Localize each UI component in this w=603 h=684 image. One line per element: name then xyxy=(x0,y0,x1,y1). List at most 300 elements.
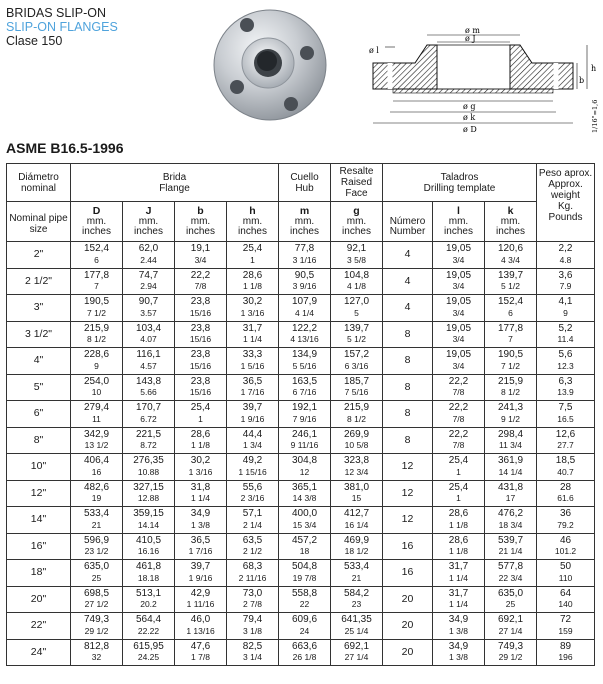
cell-k-inch: 8 1/2 xyxy=(501,387,520,398)
cell-D xyxy=(71,295,123,322)
cell-h-mm: 68,3 xyxy=(242,561,263,573)
cell-J-mm: 410,5 xyxy=(135,534,162,546)
cell-J-inch: 2.94 xyxy=(140,281,157,292)
col-l-inches: inches xyxy=(444,226,473,237)
cell-J-inch: 16.16 xyxy=(137,546,160,557)
cell-m-mm: 134,9 xyxy=(291,349,318,361)
cell-g-inch: 21 xyxy=(351,572,362,583)
header-pounds: Pounds xyxy=(548,212,583,223)
cell-b-mm: 34,9 xyxy=(190,508,211,520)
cell-l xyxy=(433,639,485,666)
cell-D xyxy=(71,586,123,613)
cell-m-mm: 107,9 xyxy=(291,296,318,308)
cell-D-inch: 13 1/2 xyxy=(84,440,109,451)
cell-h-mm: 28,6 xyxy=(242,269,263,281)
cell-w-mm: 4,1 xyxy=(558,296,573,308)
cell-D-mm: 749,3 xyxy=(83,614,110,626)
cell-J xyxy=(123,242,175,269)
cell-m-mm: 663,6 xyxy=(291,640,318,652)
cell-m-inch: 6 7/16 xyxy=(292,387,317,398)
cell-l xyxy=(433,507,485,534)
cell-k-mm: 476,2 xyxy=(497,508,524,520)
cell-J-inch: 2.44 xyxy=(140,254,157,265)
cell-J xyxy=(123,401,175,428)
col-m-inches: inches xyxy=(290,226,319,237)
cell-m-mm: 304,8 xyxy=(291,455,318,467)
cell-g-inch: 10 5/8 xyxy=(344,440,369,451)
cell-J-mm: 74,7 xyxy=(138,269,159,281)
cell-l xyxy=(433,454,485,481)
col-h-mm: mm. xyxy=(242,216,263,227)
cell-g xyxy=(331,533,383,560)
cell-l-inch: 3/4 xyxy=(452,281,465,292)
label-dim: 1/16"=1,6 xyxy=(591,99,599,133)
cell-w-mm: 5,2 xyxy=(558,322,573,334)
cell-D-mm: 279,4 xyxy=(83,402,110,414)
table-row xyxy=(7,454,595,481)
cell-k xyxy=(485,242,537,269)
cell-J-inch: 20.2 xyxy=(140,599,157,610)
cell-w xyxy=(537,507,595,534)
cell-k-mm: 152,4 xyxy=(497,296,524,308)
cell-b-mm: 46,0 xyxy=(190,614,211,626)
cell-h-inch: 1 5/16 xyxy=(240,360,265,371)
cell-g-mm: 157,2 xyxy=(343,349,370,361)
nominal-size: 12" xyxy=(7,480,71,507)
col-number: Number xyxy=(389,225,426,237)
cell-D-mm: 635,0 xyxy=(83,561,110,573)
col-b-letter: b xyxy=(197,205,204,217)
cell-g-mm: 381,0 xyxy=(343,481,370,493)
cell-g xyxy=(331,295,383,322)
cell-k xyxy=(485,268,537,295)
cell-D-mm: 406,4 xyxy=(83,455,110,467)
cell-w-mm: 36 xyxy=(559,508,572,520)
label-b: b xyxy=(579,76,585,85)
table-row xyxy=(7,374,595,401)
cell-l xyxy=(433,533,485,560)
cell-J xyxy=(123,533,175,560)
cell-b-inch: 1 7/8 xyxy=(191,652,210,663)
cell-D xyxy=(71,480,123,507)
cell-b xyxy=(175,560,227,587)
cell-J-inch: 8.72 xyxy=(140,440,157,451)
cell-J xyxy=(123,480,175,507)
cell-m-inch: 15 3/4 xyxy=(292,519,317,530)
cell-k-mm: 361,9 xyxy=(497,455,524,467)
cell-l-inch: 3/4 xyxy=(452,307,465,318)
cell-m-inch: 3 9/16 xyxy=(292,281,317,292)
cell-l-inch: 3/4 xyxy=(452,360,465,371)
cell-D-inch: 8 1/2 xyxy=(87,334,106,345)
cell-g-mm: 412,7 xyxy=(343,508,370,520)
cell-w xyxy=(537,613,595,640)
cell-b xyxy=(175,321,227,348)
cell-D-inch: 23 1/2 xyxy=(84,546,109,557)
col-j-mm: mm. xyxy=(138,216,159,227)
table-row xyxy=(7,295,595,322)
table-row xyxy=(7,613,595,640)
cell-h xyxy=(227,613,279,640)
cell-h-inch: 3 1/8 xyxy=(243,625,262,636)
cell-g-inch: 6 3/16 xyxy=(344,360,369,371)
cell-n: 16 xyxy=(383,533,433,560)
cell-g xyxy=(331,374,383,401)
cell-m xyxy=(279,533,331,560)
cell-n: 20 xyxy=(383,586,433,613)
cell-D-mm: 812,8 xyxy=(83,640,110,652)
cell-J xyxy=(123,374,175,401)
cell-k-inch: 7 xyxy=(508,334,513,345)
cell-D-inch: 11 xyxy=(92,413,101,424)
nominal-size: 8" xyxy=(7,427,71,454)
header-peso: Peso aprox. xyxy=(538,168,593,179)
cell-m xyxy=(279,613,331,640)
cell-w xyxy=(537,268,595,295)
nominal-size: 4" xyxy=(7,348,71,375)
cell-h xyxy=(227,268,279,295)
cell-h xyxy=(227,242,279,269)
col-b-mm: mm. xyxy=(190,216,211,227)
cell-l xyxy=(433,427,485,454)
cell-l xyxy=(433,374,485,401)
cell-g xyxy=(331,321,383,348)
nominal-size: 18" xyxy=(7,560,71,587)
cell-l-mm: 31,7 xyxy=(448,561,469,573)
cell-l-mm: 19,05 xyxy=(445,322,472,334)
cell-J xyxy=(123,268,175,295)
cell-J-inch: 3.57 xyxy=(140,307,157,318)
cell-w xyxy=(537,321,595,348)
cell-w-mm: 64 xyxy=(559,587,572,599)
cell-D-inch: 25 xyxy=(91,572,102,583)
cell-m-mm: 365,1 xyxy=(291,481,318,493)
nominal-size: 3 1/2" xyxy=(7,321,71,348)
cell-h-mm: 55,6 xyxy=(242,481,263,493)
nominal-size: 16" xyxy=(7,533,71,560)
cell-l xyxy=(433,242,485,269)
cell-b xyxy=(175,374,227,401)
cell-g-inch: 27 1/4 xyxy=(344,652,369,663)
cell-g-inch: 4 1/8 xyxy=(347,281,366,292)
cell-b xyxy=(175,348,227,375)
cell-k xyxy=(485,427,537,454)
cell-w xyxy=(537,586,595,613)
cell-m-inch: 4 13/16 xyxy=(290,334,319,345)
header-flange: Flange xyxy=(159,182,190,194)
cell-g-mm: 533,4 xyxy=(343,561,370,573)
cell-m-inch: 22 xyxy=(299,599,310,610)
cell-D-inch: 7 xyxy=(94,281,99,292)
cell-k-mm: 215,9 xyxy=(497,375,524,387)
cell-b-mm: 30,2 xyxy=(190,455,211,467)
cell-h-mm: 36,5 xyxy=(242,375,263,387)
cell-g-mm: 641,35 xyxy=(341,614,372,626)
table-row xyxy=(7,480,595,507)
cell-l-inch: 1 3/8 xyxy=(449,652,468,663)
cell-w-mm: 7,5 xyxy=(558,402,573,414)
table-row xyxy=(7,427,595,454)
nominal-size: 6" xyxy=(7,401,71,428)
cell-g xyxy=(331,613,383,640)
cell-k xyxy=(485,454,537,481)
cell-k xyxy=(485,348,537,375)
cell-k-inch: 29 1/2 xyxy=(498,652,523,663)
cell-b-inch: 15/16 xyxy=(189,360,212,371)
cell-m-inch: 24 xyxy=(299,625,310,636)
cell-m xyxy=(279,268,331,295)
cell-h-inch: 2 1/4 xyxy=(243,519,262,530)
cell-l xyxy=(433,295,485,322)
cell-h-mm: 82,5 xyxy=(242,640,263,652)
cell-k-mm: 692,1 xyxy=(497,614,524,626)
cell-g-mm: 269,9 xyxy=(343,428,370,440)
cell-J-inch: 5.66 xyxy=(140,387,157,398)
cell-k-mm: 749,3 xyxy=(497,640,524,652)
cell-w-inch: 196 xyxy=(558,652,573,663)
col-h-letter: h xyxy=(249,205,256,217)
cell-m xyxy=(279,427,331,454)
cell-D-inch: 32 xyxy=(91,652,102,663)
col-g-letter: g xyxy=(353,205,360,217)
header-drilling: Drilling template xyxy=(423,182,496,194)
table-row xyxy=(7,321,595,348)
cell-D-inch: 16 xyxy=(91,466,102,477)
standard-title: ASME B16.5-1996 xyxy=(6,140,124,156)
nominal-size: 2 1/2" xyxy=(7,268,71,295)
cell-D xyxy=(71,374,123,401)
cell-l-inch: 7/8 xyxy=(452,387,465,398)
cell-l-inch: 3/4 xyxy=(452,334,465,345)
cell-J xyxy=(123,348,175,375)
cell-k xyxy=(485,560,537,587)
cell-g-mm: 323,8 xyxy=(343,455,370,467)
cell-k xyxy=(485,374,537,401)
cell-k-inch: 9 1/2 xyxy=(501,413,520,424)
cell-g-mm: 92,1 xyxy=(346,243,367,255)
cell-l-mm: 22,2 xyxy=(448,428,469,440)
cell-m-mm: 163,5 xyxy=(291,375,318,387)
cell-g xyxy=(331,639,383,666)
cell-h xyxy=(227,480,279,507)
cell-k xyxy=(485,533,537,560)
cell-J-mm: 221,5 xyxy=(135,428,162,440)
cell-m-inch: 9 11/16 xyxy=(290,440,319,451)
col-k-letter: k xyxy=(507,205,514,217)
cell-b-inch: 1 11/16 xyxy=(186,599,215,610)
cell-J xyxy=(123,613,175,640)
cell-J-mm: 143,8 xyxy=(135,375,162,387)
cell-D xyxy=(71,454,123,481)
cell-m-inch: 7 9/16 xyxy=(292,413,317,424)
cell-w-mm: 12,6 xyxy=(555,428,576,440)
cell-k-inch: 27 1/4 xyxy=(498,625,523,636)
table-row xyxy=(7,401,595,428)
cell-h-mm: 33,3 xyxy=(242,349,263,361)
cell-J-mm: 359,15 xyxy=(133,508,164,520)
flange-section-drawing xyxy=(365,25,603,137)
nominal-size: 2" xyxy=(7,242,71,269)
table-row xyxy=(7,507,595,534)
cell-g-inch: 23 xyxy=(351,599,362,610)
cell-m-inch: 14 3/8 xyxy=(292,493,317,504)
cell-g xyxy=(331,586,383,613)
cell-w-mm: 18,5 xyxy=(555,455,576,467)
cell-w-mm: 28 xyxy=(559,481,572,493)
cell-w-mm: 5,6 xyxy=(558,349,573,361)
cell-n: 4 xyxy=(383,242,433,269)
col-j-inches: inches xyxy=(134,226,163,237)
cell-D-inch: 9 xyxy=(94,360,99,371)
cell-m-mm: 558,8 xyxy=(291,587,318,599)
cell-g-inch: 15 xyxy=(351,493,362,504)
cell-k-mm: 139,7 xyxy=(497,269,524,281)
cell-b xyxy=(175,480,227,507)
cell-J xyxy=(123,427,175,454)
cell-D xyxy=(71,401,123,428)
cell-D-mm: 228,6 xyxy=(83,349,110,361)
table-body xyxy=(7,242,595,666)
cell-k-inch: 7 1/2 xyxy=(501,360,520,371)
cell-m xyxy=(279,295,331,322)
cell-h-inch: 2 7/8 xyxy=(243,599,262,610)
cell-h-inch: 1 1/8 xyxy=(243,281,262,292)
cell-l-inch: 1 1/4 xyxy=(449,572,468,583)
cell-w xyxy=(537,374,595,401)
col-b-inches: inches xyxy=(186,226,215,237)
col-d-mm: mm. xyxy=(86,216,107,227)
cell-m-mm: 246,1 xyxy=(291,428,318,440)
cell-m xyxy=(279,374,331,401)
cell-D-mm: 152,4 xyxy=(83,243,110,255)
cell-l-inch: 7/8 xyxy=(452,413,465,424)
cell-w-inch: 140 xyxy=(558,599,573,610)
cell-h-mm: 57,1 xyxy=(242,508,263,520)
cell-k xyxy=(485,401,537,428)
table-row xyxy=(7,586,595,613)
cell-J-mm: 62,0 xyxy=(138,243,159,255)
cell-l-mm: 28,6 xyxy=(448,508,469,520)
col-k-inches: inches xyxy=(496,226,525,237)
cell-g-mm: 215,9 xyxy=(343,402,370,414)
table-row xyxy=(7,639,595,666)
cell-D xyxy=(71,348,123,375)
cell-h xyxy=(227,507,279,534)
cell-J-mm: 90,7 xyxy=(138,296,159,308)
cell-h-mm: 49,2 xyxy=(242,455,263,467)
cell-k-mm: 577,8 xyxy=(497,561,524,573)
cell-J-mm: 615,95 xyxy=(133,640,164,652)
cell-k-inch: 11 3/4 xyxy=(498,440,522,451)
cell-l-mm: 19,05 xyxy=(445,296,472,308)
header-size-es: Diámetro nominal xyxy=(7,164,71,202)
cell-D xyxy=(71,268,123,295)
cell-k-inch: 5 1/2 xyxy=(501,281,520,292)
cell-h-mm: 31,7 xyxy=(242,322,263,334)
cell-l-mm: 34,9 xyxy=(448,640,469,652)
cell-b-inch: 1 7/16 xyxy=(188,546,213,557)
cell-b-inch: 7/8 xyxy=(194,281,207,292)
cell-k-mm: 120,6 xyxy=(497,243,524,255)
cell-D-inch: 21 xyxy=(91,519,102,530)
header-brida: Brida xyxy=(162,171,187,183)
cell-D xyxy=(71,533,123,560)
cell-h xyxy=(227,639,279,666)
col-l-mm: mm. xyxy=(448,216,469,227)
cell-h-mm: 44,4 xyxy=(242,428,263,440)
cell-l-mm: 25,4 xyxy=(448,455,469,467)
cell-h-mm: 73,0 xyxy=(242,587,263,599)
cell-l xyxy=(433,480,485,507)
cell-w-inch: 101.2 xyxy=(554,546,577,557)
cell-m xyxy=(279,560,331,587)
cell-b-mm: 42,9 xyxy=(190,587,211,599)
col-m-letter: m xyxy=(299,205,310,217)
cell-h xyxy=(227,560,279,587)
col-j-letter: J xyxy=(145,205,152,217)
cell-g-inch: 25 1/4 xyxy=(344,625,369,636)
cell-J-inch: 24.25 xyxy=(137,652,160,663)
cell-l xyxy=(433,348,485,375)
cell-J xyxy=(123,321,175,348)
cell-b-inch: 15/16 xyxy=(189,334,212,345)
cell-b-mm: 39,7 xyxy=(190,561,211,573)
col-d-inches: inches xyxy=(82,226,111,237)
cell-g xyxy=(331,560,383,587)
table-row xyxy=(7,533,595,560)
cell-h xyxy=(227,295,279,322)
cell-h xyxy=(227,401,279,428)
col-l-letter: l xyxy=(457,205,460,217)
cell-J-inch: 12.88 xyxy=(137,493,160,504)
cell-k xyxy=(485,639,537,666)
cell-n: 4 xyxy=(383,295,433,322)
cell-D-mm: 596,9 xyxy=(83,534,110,546)
cell-b-mm: 25,4 xyxy=(190,402,211,414)
cell-J-mm: 116,1 xyxy=(136,349,161,361)
cell-J-inch: 4.07 xyxy=(140,334,157,345)
cell-w-inch: 11.4 xyxy=(557,334,574,345)
cell-g xyxy=(331,427,383,454)
cell-n: 8 xyxy=(383,321,433,348)
cell-J-mm: 327,15 xyxy=(133,481,164,493)
col-k-mm: mm. xyxy=(500,216,521,227)
nominal-size: 3" xyxy=(7,295,71,322)
cell-m xyxy=(279,242,331,269)
cell-J-mm: 103,4 xyxy=(135,322,162,334)
cell-m-inch: 18 xyxy=(299,546,310,557)
cell-h-mm: 79,4 xyxy=(242,614,263,626)
cell-b-inch: 1 3/16 xyxy=(188,466,213,477)
cell-m xyxy=(279,454,331,481)
cell-h xyxy=(227,586,279,613)
cell-n: 8 xyxy=(383,374,433,401)
cell-D xyxy=(71,639,123,666)
cell-D-mm: 698,5 xyxy=(83,587,110,599)
cell-k xyxy=(485,507,537,534)
cell-w-mm: 6,3 xyxy=(558,375,573,387)
cell-b-inch: 1 3/8 xyxy=(191,519,210,530)
col-g-inches: inches xyxy=(342,226,371,237)
cell-m-mm: 122,2 xyxy=(291,322,318,334)
col-d-letter: D xyxy=(92,205,101,217)
cell-g-mm: 127,0 xyxy=(343,296,370,308)
cell-l-inch: 1 1/4 xyxy=(449,599,468,610)
cell-k-mm: 241,3 xyxy=(497,402,524,414)
cell-w xyxy=(537,533,595,560)
cell-g-mm: 469,9 xyxy=(343,534,370,546)
cell-h-inch: 1 1/4 xyxy=(243,334,262,345)
